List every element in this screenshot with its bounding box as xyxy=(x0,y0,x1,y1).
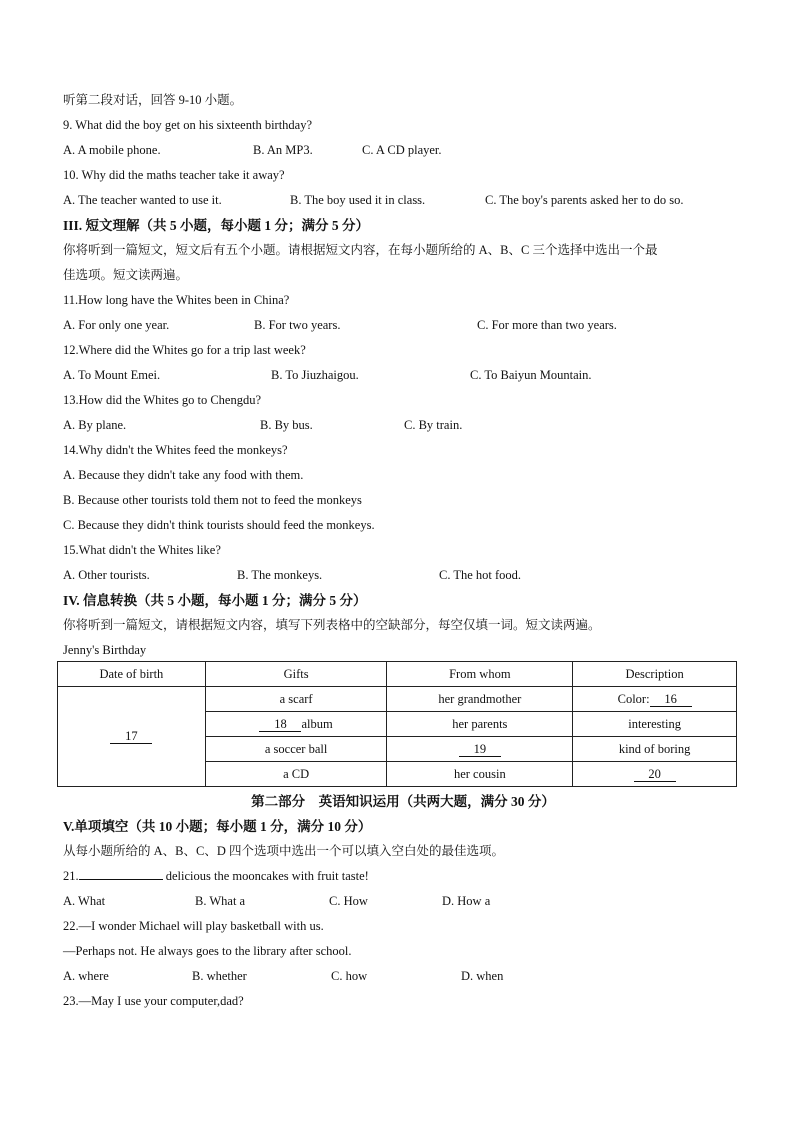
question-10-stem: 10. Why did the maths teacher take it away? xyxy=(63,168,285,182)
option-b: B. What a xyxy=(195,894,246,908)
option-a: A. For only one year. xyxy=(63,318,170,332)
part-3-instructions-2: 佳选项。短文读两遍。 xyxy=(63,268,189,282)
section-intro: 听第二段对话，回答 9-10 小题。 xyxy=(63,93,243,107)
question-9-stem: 9. What did the boy get on his sixteenth birthday? xyxy=(63,118,313,132)
question-12-options xyxy=(63,363,743,388)
answer-blank-21[interactable] xyxy=(79,879,163,880)
option-b: B. The boy used it in class. xyxy=(290,193,426,207)
exam-page-lower xyxy=(63,789,743,1014)
from-cell: her cousin xyxy=(387,762,573,787)
question-14-option-c: C. Because they didn't think tourists should feed the monkeys. xyxy=(63,518,375,532)
option-a: A. To Mount Emei. xyxy=(63,368,161,382)
table-row xyxy=(58,687,737,712)
gift-cell: a soccer ball xyxy=(205,737,387,762)
option-c: C. The hot food. xyxy=(439,568,522,582)
option-c: C. How xyxy=(329,894,368,908)
table-header: Gifts xyxy=(205,662,387,687)
date-of-birth-cell xyxy=(58,687,206,787)
answer-blank-19[interactable]: 19 xyxy=(459,742,501,757)
option-b: B. For two years. xyxy=(254,318,341,332)
exam-page xyxy=(63,88,743,663)
option-b: B. To Jiuzhaigou. xyxy=(271,368,359,382)
gift-suffix: album xyxy=(301,716,333,731)
option-a: A. The teacher wanted to use it. xyxy=(63,193,222,207)
answer-blank-18[interactable]: 18 xyxy=(259,717,301,732)
question-11-options xyxy=(63,313,743,338)
description-cell xyxy=(573,687,737,712)
option-b: B. The monkeys. xyxy=(237,568,323,582)
question-number: 21. xyxy=(63,869,79,883)
question-14-stem: 14.Why didn't the Whites feed the monkeys? xyxy=(63,443,288,457)
description-prefix: Color: xyxy=(617,691,650,706)
description-cell: interesting xyxy=(573,712,737,737)
part-4-title: IV. 信息转换（共 5 小题，每小题 1 分；满分 5 分） xyxy=(63,593,367,608)
table-header: Date of birth xyxy=(58,662,206,687)
part-5-title: V.单项填空（共 10 小题；每小题 1 分，满分 10 分） xyxy=(63,819,372,834)
part-5-instructions: 从每小题所给的 A、B、C、D 四个选项中选出一个可以填入空白处的最佳选项。 xyxy=(63,844,504,858)
question-9-options xyxy=(63,138,743,163)
table-header-row xyxy=(58,662,737,687)
table-header: Description xyxy=(573,662,737,687)
question-11-stem: 11.How long have the Whites been in China? xyxy=(63,293,290,307)
option-a: A. By plane. xyxy=(63,418,127,432)
option-b: B. whether xyxy=(192,969,247,983)
part-4-instructions: 你将听到一篇短文，请根据短文内容，填写下列表格中的空缺部分，每空仅填一词。短文读两遍。 xyxy=(63,618,601,632)
question-22-options xyxy=(63,964,743,989)
option-a: A. A mobile phone. xyxy=(63,143,161,157)
question-13-stem: 13.How did the Whites go to Chengdu? xyxy=(63,393,262,407)
table-caption: Jenny's Birthday xyxy=(63,643,147,657)
option-c: C. A CD player. xyxy=(362,143,442,157)
question-15-stem: 15.What didn't the Whites like? xyxy=(63,543,221,557)
question-21-options xyxy=(63,889,743,914)
option-a: A. Other tourists. xyxy=(63,568,150,582)
from-cell xyxy=(387,737,573,762)
part-3-title: III. 短文理解（共 5 小题，每小题 1 分；满分 5 分） xyxy=(63,218,370,233)
question-15-options xyxy=(63,563,743,588)
option-c: C. The boy's parents asked her to do so. xyxy=(485,193,684,207)
option-c: C. how xyxy=(331,969,368,983)
question-14-option-b: B. Because other tourists told them not to feed the monkeys xyxy=(63,493,362,507)
description-cell: kind of boring xyxy=(573,737,737,762)
option-d: D. when xyxy=(461,969,504,983)
option-d: D. How a xyxy=(442,894,491,908)
part-3-instructions-1: 你将听到一篇短文，短文后有五个小题。请根据短文内容，在每小题所给的 A、B、C 三个选择中选出一个最 xyxy=(63,243,658,257)
option-b: B. An MP3. xyxy=(253,143,313,157)
part-two-title: 第二部分 英语知识运用（共两大题，满分 30 分） xyxy=(251,794,555,809)
answer-blank-20[interactable]: 20 xyxy=(634,767,676,782)
question-22-stem-2: —Perhaps not. He always goes to the library after school. xyxy=(63,944,352,958)
option-c: C. To Baiyun Mountain. xyxy=(470,368,592,382)
option-a: A. What xyxy=(63,894,106,908)
gift-cell: a CD xyxy=(205,762,387,787)
option-c: C. For more than two years. xyxy=(477,318,617,332)
gift-cell: a scarf xyxy=(205,687,387,712)
question-14-option-a: A. Because they didn't take any food with them. xyxy=(63,468,304,482)
from-cell: her grandmother xyxy=(387,687,573,712)
question-13-options xyxy=(63,413,743,438)
answer-blank-16[interactable]: 16 xyxy=(650,692,692,707)
question-22-stem-1: 22.—I wonder Michael will play basketball with us. xyxy=(63,919,324,933)
table-header: From whom xyxy=(387,662,573,687)
question-23-stem: 23.—May I use your computer,dad? xyxy=(63,994,244,1008)
question-12-stem: 12.Where did the Whites go for a trip last week? xyxy=(63,343,306,357)
option-b: B. By bus. xyxy=(260,418,313,432)
description-cell xyxy=(573,762,737,787)
question-21-stem xyxy=(63,864,743,889)
option-c: C. By train. xyxy=(404,418,463,432)
answer-blank-17[interactable]: 17 xyxy=(110,729,152,744)
gift-cell xyxy=(205,712,387,737)
birthday-table xyxy=(57,661,737,787)
from-cell: her parents xyxy=(387,712,573,737)
option-a: A. where xyxy=(63,969,109,983)
question-21-text: delicious the mooncakes with fruit taste! xyxy=(162,869,369,883)
question-10-options xyxy=(63,188,743,213)
